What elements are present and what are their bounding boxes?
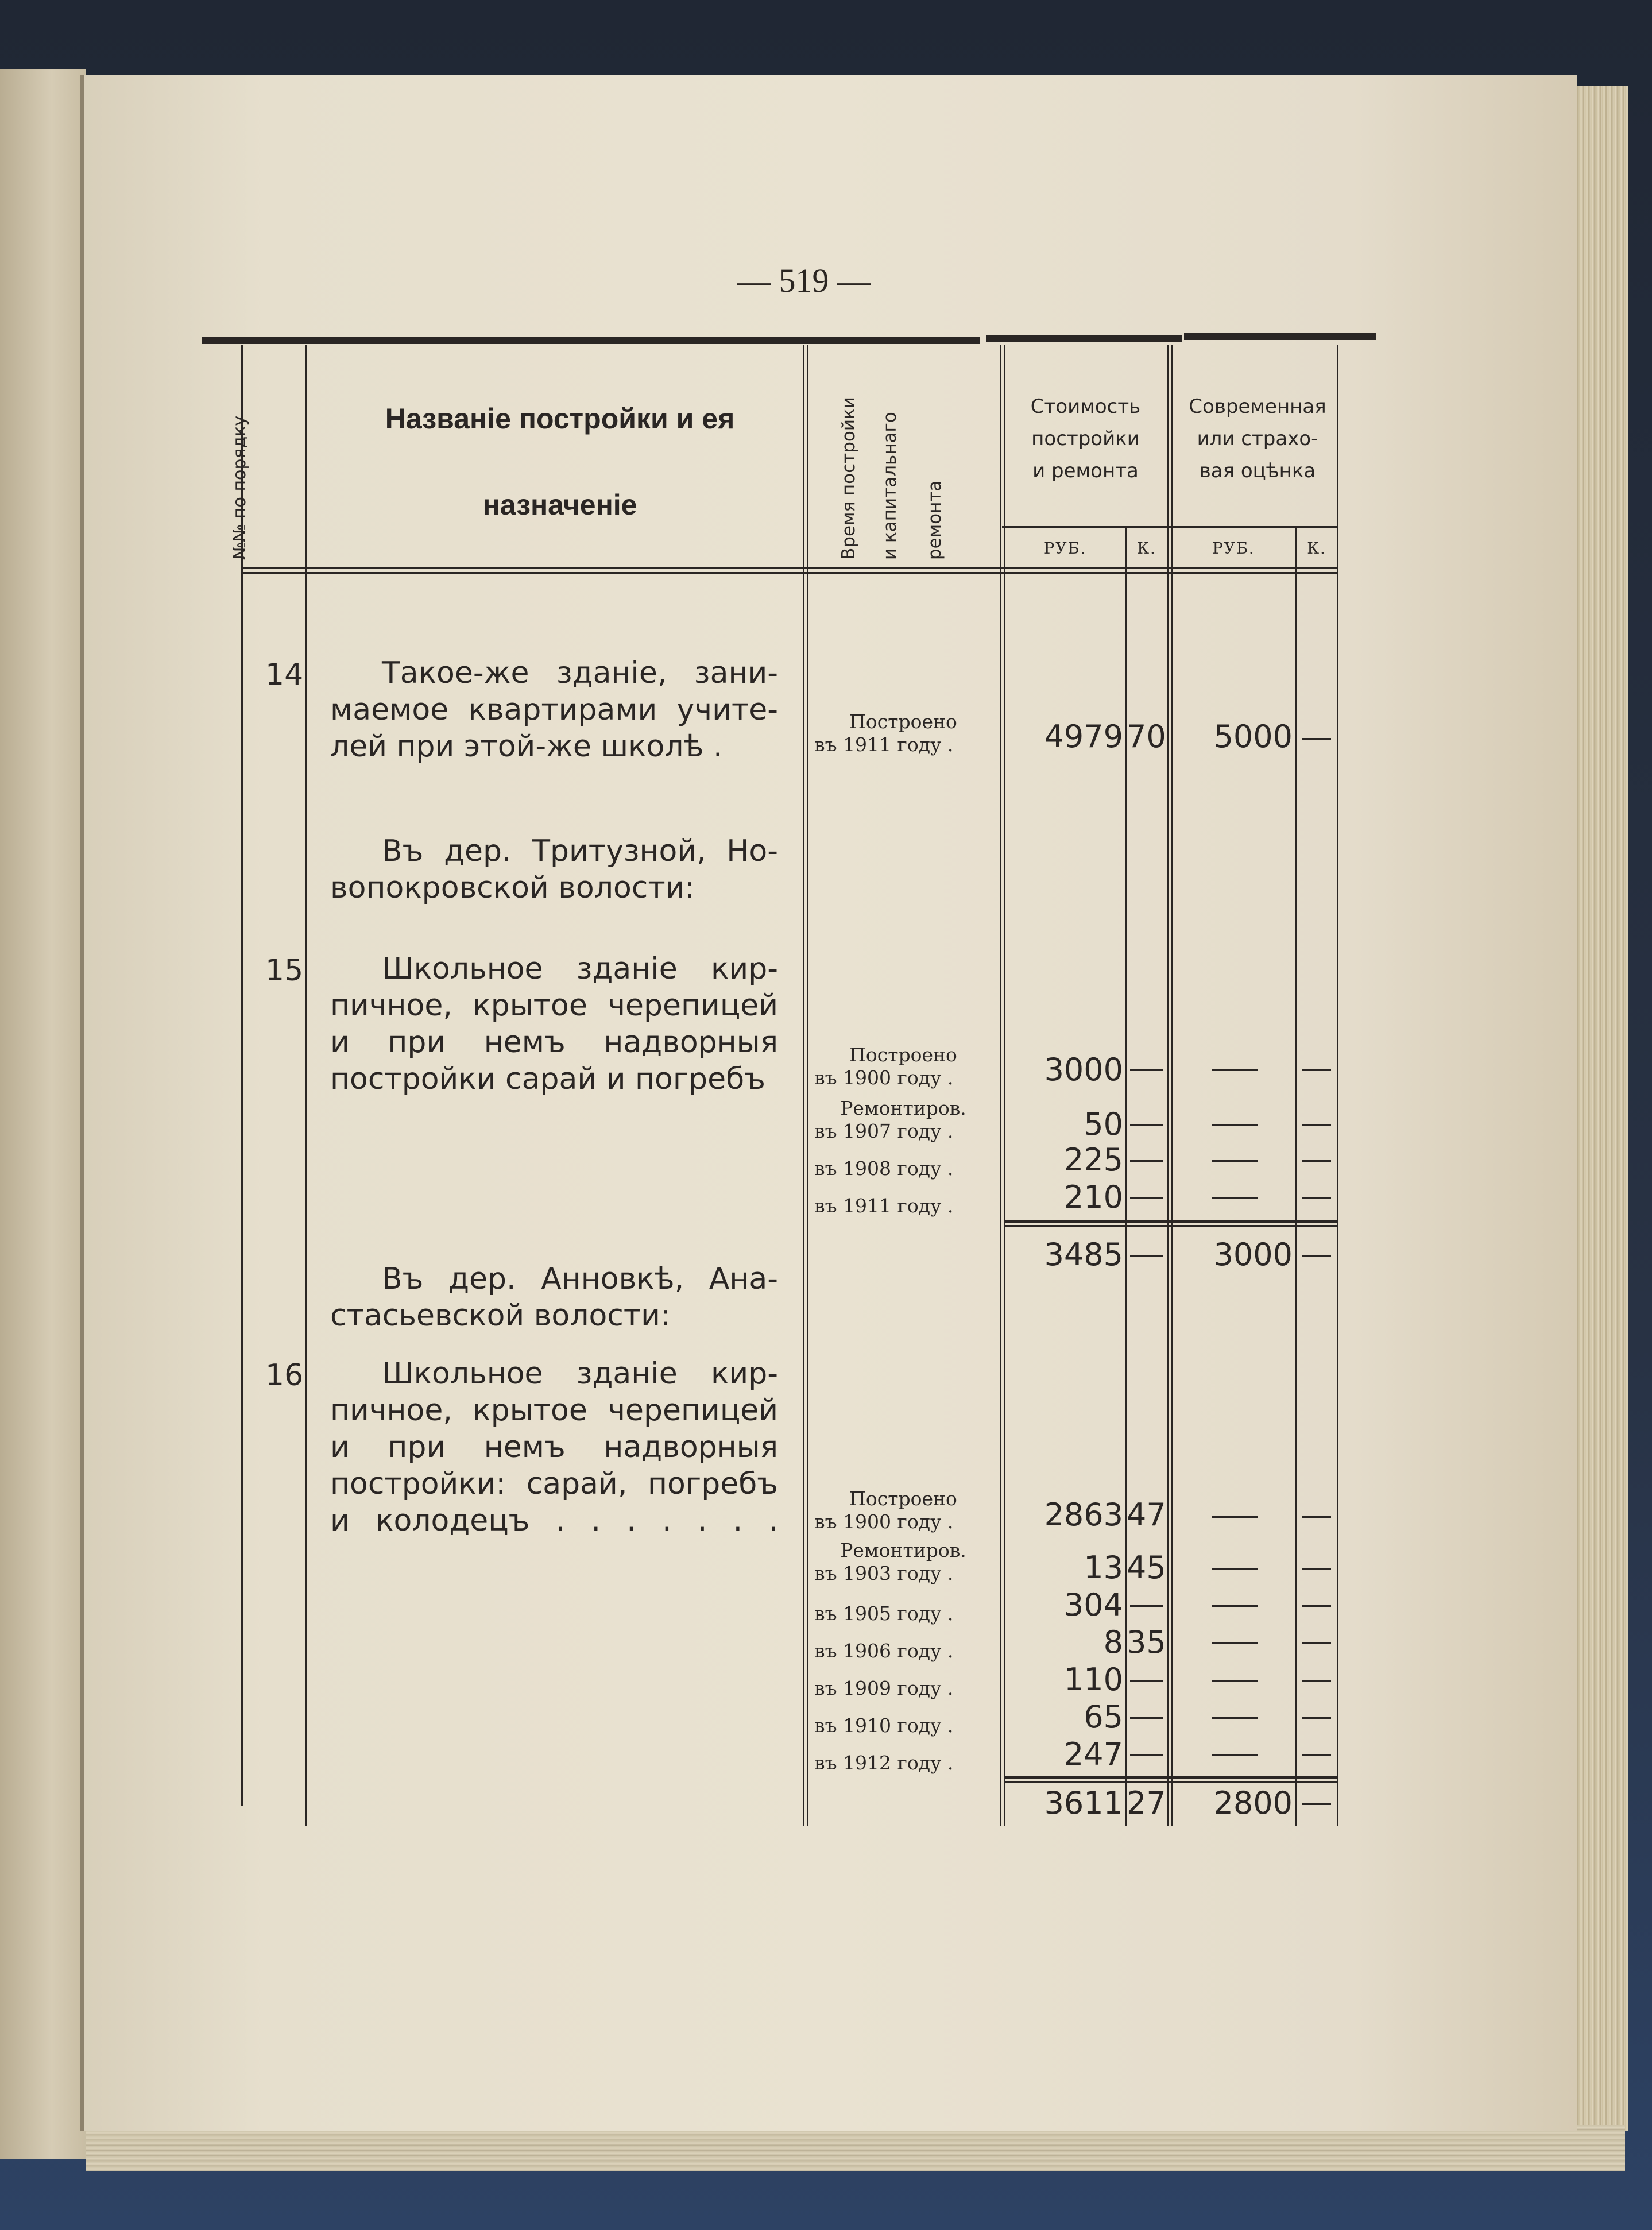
value-rub-dash [1212, 1754, 1258, 1756]
header-time-line1: Время постройки [838, 397, 859, 560]
value-rub-dash [1212, 1568, 1258, 1570]
cost-kop-dash [1130, 1605, 1163, 1607]
header-rule-a [241, 567, 1338, 569]
desc-line: Школьное зданіе кир- [382, 952, 778, 986]
entry-time: Построено [849, 1043, 957, 1066]
value-kop-dash [1302, 1160, 1331, 1162]
cost-kop: 45 [1127, 1549, 1166, 1586]
unit-rule [1002, 526, 1338, 528]
entry-time: въ 1900 году . [814, 1066, 954, 1089]
value-rub-dash [1212, 1642, 1258, 1644]
entry-time: въ 1903 году . [814, 1562, 954, 1584]
page-number: — 519 — [737, 262, 871, 299]
right-page-stack [1573, 86, 1628, 2131]
header-value-line3: вая оцѣнка [1199, 459, 1316, 482]
desc-line: лей при этой-же школѣ . [330, 729, 723, 764]
cost-rub: 210 [1063, 1179, 1123, 1215]
cost-kop: 47 [1127, 1497, 1166, 1533]
subtotal-rule [1004, 1781, 1337, 1783]
left-page-edge [0, 69, 86, 2159]
value-rub-dash [1212, 1605, 1258, 1607]
value-rub-dash [1212, 1069, 1258, 1071]
desc-line: и при немъ надворныя [330, 1025, 778, 1060]
total-cost-rub: 3611 [1044, 1785, 1123, 1821]
desc-line: маемое квартирами учите- [330, 693, 778, 727]
header-name-line1: Названіе постройки и ея [385, 403, 735, 435]
value-rub-dash [1212, 1197, 1258, 1199]
entry-time: Ремонтиров. [840, 1097, 966, 1119]
row-number: 16 [265, 1358, 304, 1393]
entry-time: въ 1905 году . [814, 1602, 954, 1625]
total-value-rub: 2800 [1213, 1785, 1293, 1821]
desc-line: Такое-же зданіе, зани- [382, 656, 778, 690]
value-kop-dash [1302, 1605, 1331, 1607]
cost-kop-dash [1130, 1124, 1163, 1126]
cost-rub: 304 [1063, 1587, 1123, 1623]
desc-line: и при немъ надворныя [330, 1430, 778, 1464]
subtotal-rule [1004, 1225, 1337, 1227]
value-kop-dash [1302, 738, 1331, 740]
vline-left [241, 345, 243, 1806]
entry-time: въ 1911 году . [814, 733, 954, 756]
cost-kop-dash [1130, 1197, 1163, 1199]
entry-time: въ 1912 году . [814, 1752, 954, 1774]
value-kop-dash [1302, 1642, 1331, 1644]
vline-name-b [807, 345, 808, 1826]
header-value-line1: Современная [1189, 395, 1326, 418]
value-kop-dash [1302, 1680, 1331, 1682]
value-kop-dash [1302, 1516, 1331, 1518]
vline-cost-a [1167, 345, 1169, 1826]
value-kop-dash [1302, 1717, 1331, 1719]
row-description [330, 950, 778, 1097]
value-kop-dash [1302, 1069, 1331, 1071]
cost-kop-dash [1130, 1680, 1163, 1682]
header-col-number: №№ по порядку [230, 415, 250, 560]
header-value-line2: или страхо- [1197, 427, 1318, 450]
desc-line: Въ дер. Тритузной, Но- [382, 834, 778, 868]
entry-time: въ 1908 году . [814, 1157, 954, 1180]
value-rub: 5000 [1213, 718, 1293, 755]
header-cost-line2: постройки [1031, 427, 1140, 450]
cost-kop-dash [1130, 1069, 1163, 1071]
vline-right [1337, 345, 1338, 1826]
cost-kop-dash [1130, 1717, 1163, 1719]
unit-kop-cost: К. [1137, 540, 1156, 558]
top-rule-2 [986, 335, 1182, 342]
entry-time: въ 1911 году . [814, 1195, 954, 1217]
unit-kop-value: К. [1307, 540, 1326, 558]
entry-time: въ 1910 году . [814, 1714, 954, 1737]
vline-time-b [1004, 345, 1005, 1826]
top-rule-3 [1184, 333, 1376, 340]
cost-kop-dash [1130, 1754, 1163, 1756]
vline-cost-b [1171, 345, 1173, 1826]
cost-rub: 65 [1084, 1699, 1123, 1735]
desc-line: вопокровской волости: [330, 871, 695, 905]
value-kop-dash [1302, 1124, 1331, 1126]
cost-rub: 225 [1063, 1142, 1123, 1178]
total-value-kop-dash [1302, 1803, 1331, 1805]
top-rule-1 [202, 337, 980, 344]
location-heading [330, 833, 778, 906]
desc-line: постройки сарай и погребъ [330, 1062, 765, 1096]
header-time-line2: и капитальнаго [880, 412, 900, 560]
header-cost [1004, 391, 1167, 487]
cost-rub: 3000 [1044, 1052, 1123, 1088]
vline-name-a [803, 345, 804, 1826]
cost-rub: 4979 [1044, 718, 1123, 755]
row-description [330, 655, 778, 765]
subtotal-rule [1004, 1776, 1337, 1779]
entry-time: Построено [849, 1487, 957, 1510]
entry-time: въ 1907 году . [814, 1120, 954, 1142]
total-value-rub: 3000 [1213, 1236, 1293, 1273]
entry-time: въ 1909 году . [814, 1677, 954, 1699]
header-time-line3: ремонта [924, 480, 945, 560]
cost-rub: 247 [1063, 1736, 1123, 1772]
desc-line: стасьевской волости: [330, 1298, 671, 1333]
cost-rub: 8 [1103, 1624, 1123, 1660]
value-kop-dash [1302, 1568, 1331, 1570]
entry-time: Ремонтиров. [840, 1539, 966, 1562]
row-number: 15 [265, 953, 304, 988]
cost-rub: 110 [1063, 1661, 1123, 1698]
desc-line: пичное, крытое черепицей [330, 988, 778, 1023]
row-description [330, 1355, 778, 1539]
value-rub-dash [1212, 1160, 1258, 1162]
vline-val-kop [1295, 527, 1297, 1826]
cost-kop: 70 [1127, 718, 1166, 755]
value-kop-dash [1302, 1754, 1331, 1756]
row-number: 14 [265, 658, 304, 692]
desc-line: Школьное зданіе кир- [382, 1356, 778, 1391]
cost-rub: 13 [1084, 1549, 1123, 1586]
value-rub-dash [1212, 1717, 1258, 1719]
total-cost-rub: 3485 [1044, 1236, 1123, 1273]
cost-kop: 35 [1127, 1624, 1166, 1660]
subtotal-rule [1004, 1220, 1337, 1223]
cost-rub: 50 [1084, 1106, 1123, 1142]
entry-time: въ 1906 году . [814, 1640, 954, 1662]
total-cost-kop: 27 [1127, 1785, 1166, 1821]
desc-line: и колодецъ . . . . . . . [330, 1504, 778, 1538]
entry-time: въ 1900 году . [814, 1510, 954, 1533]
cost-kop-dash [1130, 1160, 1163, 1162]
vline-no [305, 345, 307, 1826]
desc-line: пичное, крытое черепицей [330, 1393, 778, 1428]
header-name-line2: назначеніе [482, 489, 637, 521]
header-rule-b [241, 572, 1338, 574]
total-cost-kop-dash [1130, 1255, 1163, 1257]
bottom-page-stack [86, 2125, 1625, 2171]
header-value [1171, 391, 1344, 487]
desc-line: постройки: сарай, погребъ [330, 1467, 778, 1501]
value-rub-dash [1212, 1680, 1258, 1682]
total-value-kop-dash [1302, 1255, 1331, 1257]
desc-line: Въ дер. Анновкѣ, Ана- [382, 1262, 778, 1296]
entry-time: Построено [849, 710, 957, 733]
header-cost-line3: и ремонта [1032, 459, 1139, 482]
vline-time-a [1000, 345, 1001, 1826]
unit-rub-cost: РУБ. [1043, 540, 1087, 558]
value-kop-dash [1302, 1197, 1331, 1199]
location-heading [330, 1261, 778, 1334]
unit-rub-value: РУБ. [1212, 540, 1255, 558]
header-cost-line1: Стоимость [1030, 395, 1141, 418]
value-rub-dash [1212, 1124, 1258, 1126]
cost-rub: 2863 [1044, 1497, 1123, 1533]
value-rub-dash [1212, 1516, 1258, 1518]
